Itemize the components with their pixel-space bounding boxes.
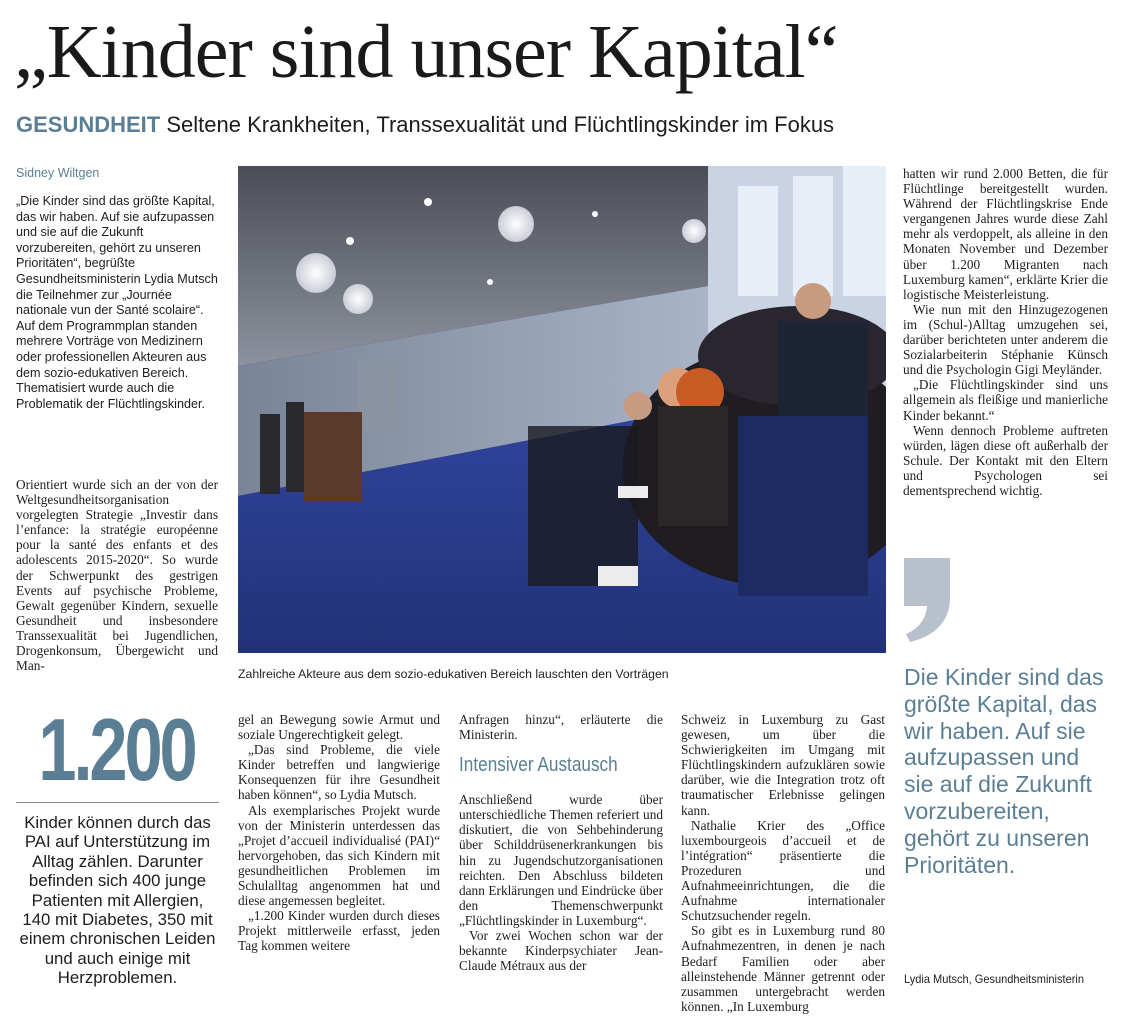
body-paragraph: Wenn dennoch Probleme auftreten würden, lägen diese oft außerhalb der Schule. Der Kontakt mit den Eltern und Psychologen sei dementsprechend wichtig. <box>903 422 1108 498</box>
article-column-1 <box>16 477 218 673</box>
author-byline: Sidney Wiltgen <box>16 166 100 180</box>
pull-quote: Die Kinder sind das größte Kapital, das wir haben. Auf sie aufzupassen und sie auf die Zukunft vorzubereiten, gehört zu unseren Prioritäten. <box>904 664 1104 878</box>
body-paragraph: Vor zwei Wochen schon war der bekannte Kinderpsychiater Jean-Claude Métraux aus der <box>459 928 663 974</box>
body-paragraph: Wie nun mit den Hinzugezogenen im (Schul-)Alltag umzugehen sei, darüber berichteten unter anderem die Sozialarbeiterin Stéphanie Künsch und die Psychologin Gigi Meyländer. <box>903 301 1108 378</box>
intro-paragraph <box>16 194 224 412</box>
article-column-4 <box>681 712 885 1014</box>
headline: „Kinder sind unser Kapital“ <box>14 10 838 94</box>
body-paragraph: Schweiz in Luxemburg zu Gast gewesen, um über die Schwierigkeiten im Umgang mit Flüchtlingskindern aufzuklären sowie darüber, wie die Integration trotz oft traumatischer Erlebnisse gelingen kann. <box>681 712 885 818</box>
fact-text: Kinder können durch das PAI auf Unterstützung im Alltag zählen. Darunter befinden sich 400 junge Patienten mit Allergien, 140 mit Diabetes, 350 mit einem chronischen Leiden und auch einige mit Herzproblemen. <box>19 813 216 988</box>
section-kicker: GESUNDHEIT <box>16 112 161 137</box>
body-paragraph: Orientiert wurde sich an der von der Weltgesundheitsorganisation vorgelegten Strategie „Investir dans l’enfance: la stratégie européenne pour la santé des enfants et des adolescents 2015-2020“. So wurde der Schwerpunkt des gestrigen Events auf psychische Probleme, Gewalt gegenüber Kindern, sexuelle Gesundheit und insbesondere Transsexualität bei Jugendlichen, Drogenkonsum, Übergewicht und Man- <box>16 477 218 674</box>
intro-text: „Die Kinder sind das größte Kapital, das wir haben. Auf sie aufzupassen und sie auf die Zukunft vorzubereiten, gehört zu unseren Prioritäten“, begrüßte Gesundheitsministerin Lydia Mutsch die Teilnehmer zur „Journée nationale vun der Santé scolaire“. <box>16 194 218 318</box>
intro-text: Auf dem Programmplan standen mehrere Vorträge von Medizinern oder professionellen Akteuren aus dem sozio-edukativen Bereich. Thematisiert wurde auch die Problematik der Flüchtlingskinder. <box>16 318 207 411</box>
body-paragraph: So gibt es in Luxemburg rund 80 Aufnahmezentren, in denen je nach Bedarf Familien oder aber alleinstehende Männer getrennt oder zusammen untergebracht werden können. „In Luxemburg <box>681 923 885 1014</box>
photo-caption: Zahlreiche Akteure aus dem sozio-edukativen Bereich lauschten den Vorträgen <box>238 667 669 681</box>
body-paragraph: „Die Flüchtlingskinder sind uns allgemein als fleißige und manierliche Kinder bekannt.“ <box>903 377 1108 423</box>
fact-divider <box>16 802 219 803</box>
section-subtitle: Intensiver Austausch <box>459 754 618 777</box>
subheadline-text: Seltene Krankheiten, Transsexualität und Flüchtlingskinder im Fokus <box>166 112 835 137</box>
article-column-5 <box>903 166 1108 498</box>
body-paragraph: Als exemplarisches Projekt wurde von der Ministerin unterdessen das „Projet d’accueil individualisé (PAI)“ hervorgehoben, das sich Kindern mit gesundheitlichen Problemen im Schulalltag angenommen hat und diese angemessen begleitet. <box>238 802 440 909</box>
body-paragraph: gel an Bewegung sowie Armut und soziale Ungerechtigkeit gelegt. <box>238 712 440 743</box>
article-column-2 <box>238 712 440 954</box>
subheadline <box>16 110 1116 140</box>
body-paragraph: Nathalie Krier des „Office luxembourgeois d’accueil et de l’intégration“ präsentierte die Prozeduren und Aufnahmeeinrichtungen, die die Aufnahme internationaler Schutzsuchender regeln. <box>681 817 885 924</box>
fact-number: 1.200 <box>38 700 195 799</box>
pull-quote-source: Lydia Mutsch, Gesundheitsministerin <box>904 972 1085 986</box>
body-paragraph: hatten wir rund 2.000 Betten, die für Flüchtlinge bereitgestellt wurden. Während der Flüchtlingskrise Ende vergangenen Jahres wurde diese Zahl mehr als verdoppelt, als alleine in den Monaten November und Dezember über 1.200 Migranten nach Luxemburg kamen“, erklärte Krier die logistische Meisterleistung. <box>903 166 1108 302</box>
article-column-3 <box>459 712 663 973</box>
article-photo <box>238 166 886 653</box>
body-paragraph: „1.200 Kinder wurden durch dieses Projekt mittlerweile erfasst, jeden Tag kommen weitere <box>238 908 440 954</box>
body-paragraph: Anfragen hinzu“, erläuterte die Ministerin. <box>459 712 663 743</box>
quote-mark-icon <box>902 558 952 642</box>
body-paragraph: Anschließend wurde über unterschiedliche Themen referiert und diskutiert, die von Sehbehinderung über Schilddrüsenerkrankungen bis hin zu Jugendschutzorganisationen reichten. Den Abschluss bildeten dann Erklärungen und Eindrücke über den Themenschwerpunkt „Flüchtlingskinder in Luxemburg“. <box>459 792 663 928</box>
body-paragraph: „Das sind Probleme, die viele Kinder betreffen und langwierige Konsequenzen für ihre Gesundheit haben können“, so Lydia Mutsch. <box>238 742 440 803</box>
